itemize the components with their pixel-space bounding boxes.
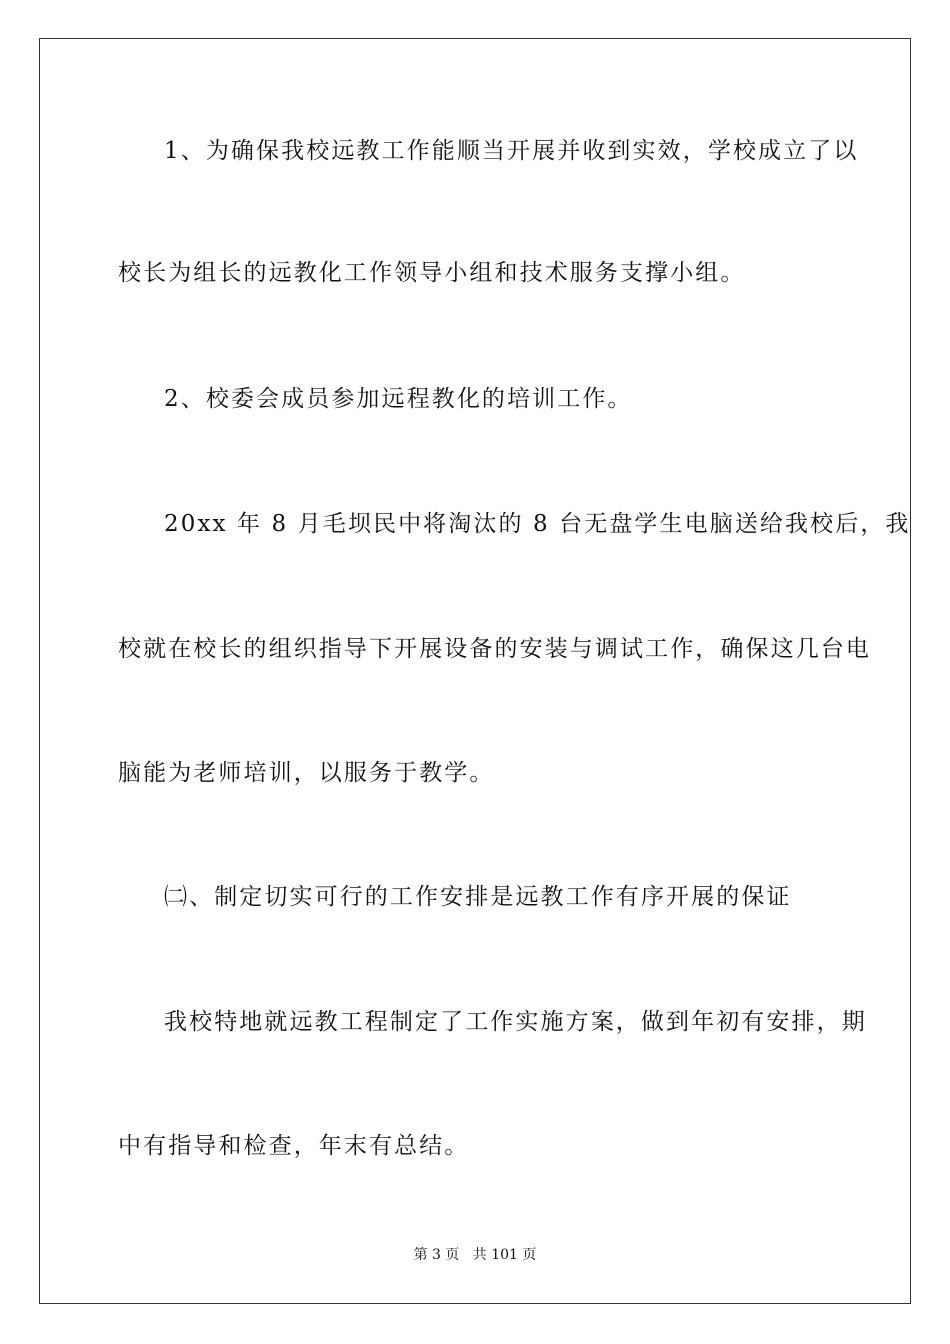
paragraph-1-line-2: 校长为组长的远教化工作领导小组和技术服务支撑小组。 [118,260,746,286]
paragraph-1-line-1: 1、为确保我校远教工作能顺当开展并收到实效，学校成立了以 [164,138,859,164]
paragraph-3-line-1: 20xx 年 8 月毛坝民中将淘汰的 8 台无盘学生电脑送给我校后，我 [164,511,911,537]
page-number-footer: 第 3 页 共 101 页 [413,1247,537,1263]
paragraph-3-line-2: 校就在校长的组织指导下开展设备的安装与调试工作，确保这几台电 [118,636,871,662]
paragraph-4-line-2: 中有指导和检查，年末有总结。 [118,1133,470,1159]
paragraph-3-line-3: 脑能为老师培训，以服务于教学。 [118,760,495,786]
paragraph-4-line-1: 我校特地就远教工程制定了工作实施方案，做到年初有安排，期 [164,1009,867,1035]
page-border [39,38,911,1304]
section-heading: ㈡、制定切实可行的工作安排是远教工作有序开展的保证 [164,884,792,910]
paragraph-2: 2、校委会成员参加远程教化的培训工作。 [164,386,633,412]
